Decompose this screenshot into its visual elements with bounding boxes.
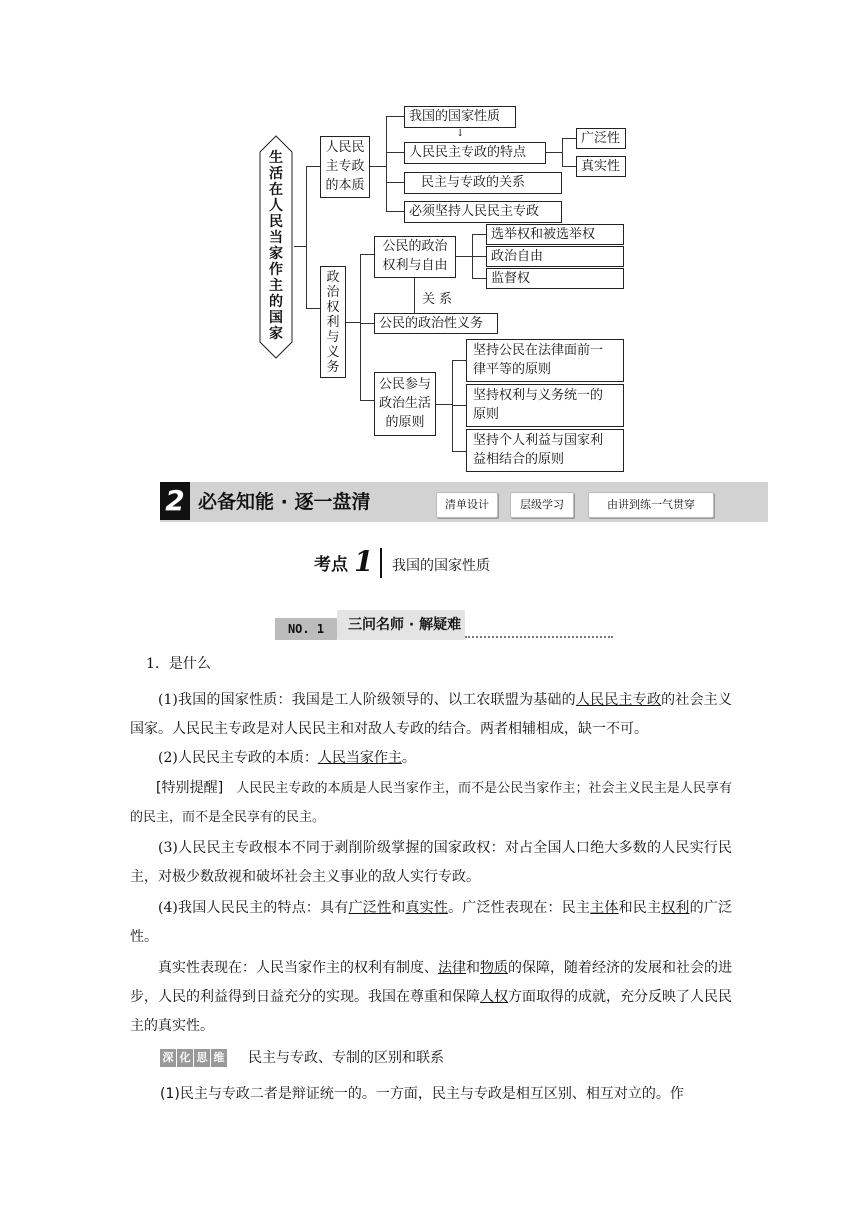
node-political-rights-freedom: 公民的政治 权利与自由 [374, 236, 456, 278]
deepen-thinking-badge: 深 化 思 维 [160, 1049, 227, 1067]
branch-state-essence: 人民民 主专政 的本质 [320, 136, 370, 198]
feature-authenticity: 真实性 [576, 156, 626, 177]
section-number: 2 [160, 482, 190, 520]
paragraph-4: (4)我国人民民主的特点：具有广泛性和真实性。广泛性表现在：民主主体和民主权利的广泛性。 [130, 900, 733, 945]
tag-level-learning: 层级学习 [510, 492, 574, 518]
map-root: 生 活 在 人 民 当 家 作 主 的 国 家 [269, 150, 283, 342]
branch-political-rights-duties: 政 治 权 利 与 义 务 [320, 266, 346, 378]
section-title: 必备知能 · 逐一盘清 [198, 491, 371, 513]
paragraph-3: (3)人民民主专政根本不同于剥削阶级掌握的国家政权：对占全国人口绝大多数的人民实行民主，对极少数敌视和破坏社会主义事业的敌人实行专政。 [130, 840, 732, 885]
kaodian-label: 考点 [314, 555, 348, 575]
right-supervision: 监督权 [486, 268, 624, 289]
no1-dotted-rule [465, 636, 613, 638]
paragraph-6: (1)民主与专政二者是辩证统一的。一方面，民主与专政是相互区别、相互对立的。作 [160, 1086, 684, 1102]
kaodian-title: 我国的国家性质 [392, 558, 490, 574]
kaodian-number: 1 [354, 545, 374, 578]
tag-lecture-to-practice: 由讲到练一气贯穿 [588, 492, 714, 518]
relation-label: 关系 [422, 292, 457, 307]
no1-badge: NO. 1 [275, 618, 337, 640]
item-dictatorship-features: 人民民主专政的特点 [404, 142, 546, 164]
kaodian-divider [380, 548, 382, 578]
special-note-label: [特别提醒] [156, 780, 224, 796]
principle-individual-national-interest: 坚持个人利益与国家利 益相结合的原则 [466, 429, 624, 472]
no1-title: 三问名师 · 解疑难 [348, 617, 462, 633]
special-note: [特别提醒] 人民民主专政的本质是人民当家作主，而不是公民当家作主；社会主义民主是人民享有的民主，而不是全民享有的民主。 [130, 780, 732, 825]
paragraph-5: 真实性表现在：人民当家作主的权利有制度、法律和物质的保障，随着经济的发展和社会的进步，人民的利益得到日益充分的实现。我国在尊重和保障人权方面取得的成就，充分反映了人民民主的真实性。 [130, 960, 732, 1034]
item-must-uphold: 必须坚持人民民主专政 [404, 201, 562, 223]
heading-what: 1．是什么 [146, 656, 211, 672]
item-democracy-dictatorship-relation: 民主与专政的关系 [404, 172, 562, 194]
tag-list-design: 清单设计 [436, 492, 498, 518]
paragraph-2: (2)人民民主专政的本质：人民当家作主。 [158, 750, 416, 766]
node-participation-principles: 公民参与 政治生活 的原则 [374, 372, 436, 436]
right-political-freedom: 政治自由 [486, 246, 624, 267]
item-national-nature: 我国的国家性质 [404, 106, 516, 128]
deepen-thinking-title: 民主与专政、专制的区别和联系 [248, 1050, 444, 1066]
feature-breadth: 广泛性 [576, 128, 626, 149]
principle-rights-duties-unity: 坚持权利与义务统一的 原则 [466, 384, 624, 427]
down-arrow-icon: ↓ [456, 128, 465, 139]
paragraph-1: (1)我国的国家性质：我国是工人阶级领导的、以工农联盟为基础的人民民主专政的社会主义国家。人民民主专政是对人民民主和对敌人专政的结合。两者相辅相成，缺一不可。 [130, 692, 733, 737]
principle-equality: 坚持公民在法律面前一 律平等的原则 [466, 339, 624, 382]
right-election: 选举权和被选举权 [486, 224, 624, 245]
node-political-duty: 公民的政治性义务 [374, 313, 498, 334]
